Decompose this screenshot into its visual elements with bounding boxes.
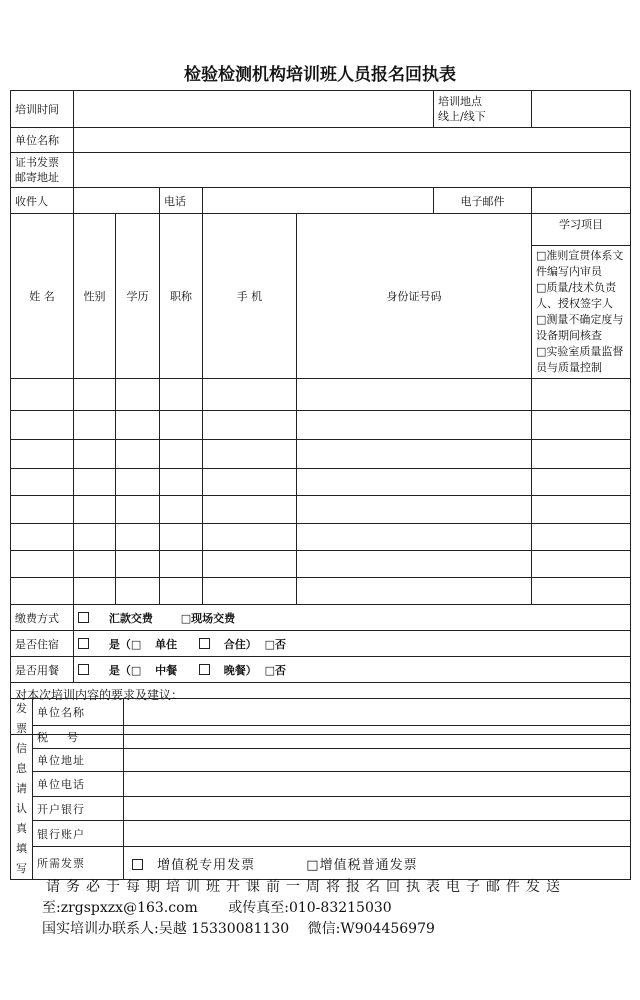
meal-dinner: 晚餐） [223,663,257,677]
checkbox[interactable] [78,612,89,623]
checkbox[interactable] [78,664,89,675]
invoice-unit-addr-field[interactable] [124,749,631,772]
mailing-address-field[interactable] [74,153,631,188]
col-education: 学历 [116,214,160,379]
checkbox[interactable] [199,638,210,649]
training-time-field[interactable] [74,91,434,128]
form-title: 检验检测机构培训班人员报名回执表 [184,65,456,85]
payment-remit: 汇款交费 [108,611,153,625]
recipient-label: 收件人 [11,188,74,214]
study-items-options [532,246,631,379]
study-option[interactable]: □准则宣贯体系文件编写内审员 [536,249,624,278]
col-id-number: 身份证号码 [297,214,532,379]
lodging-shared: 合住） [223,637,257,651]
training-time-label: 培训时间 [11,91,74,128]
invoice-account-field[interactable] [124,821,631,847]
study-option[interactable]: □实验室质量监督员与质量控制 [536,345,624,374]
footer-note [42,877,566,940]
invoice-special-option: 增值税专用发票 [157,857,256,873]
study-option[interactable]: □测量不确定度与设备期间核查 [536,313,624,342]
invoice-unit-phone-label: 单位电话 [33,772,124,797]
meal-options [74,657,631,683]
table-row [11,578,631,605]
lodging-single: 单住 [155,637,178,651]
footer-fax: 010-83215030 [288,900,392,916]
unit-name-field[interactable] [74,128,631,153]
footer-phone: 15330081130 [191,921,290,937]
invoice-type-options [124,847,631,880]
invoice-tax-no-field[interactable] [124,726,631,749]
payment-options [74,605,631,631]
footer-line-2: 至:zrgspxzx@163.com 或传真至:010-83215030 [42,900,392,916]
email-label: 电子邮件 [434,188,532,214]
checkbox[interactable] [199,664,210,675]
lodging-no[interactable]: □否 [264,637,287,651]
training-location-field[interactable] [532,91,631,128]
invoice-unit-addr-label: 单位地址 [33,749,124,772]
study-items-header: 学习项目 [532,214,631,246]
meal-yes[interactable]: 是（□ [108,663,142,677]
invoice-side-label: 发 票 信 息 请 认 真 填 写 [11,699,33,880]
footer-line-3: 国实培训办联系人:吴越 15330081130 微信:W904456979 [42,921,435,937]
suggestion-label: 对本次培训内容的要求及建议： [15,688,184,702]
col-title: 职称 [160,214,203,379]
invoice-unit-phone-field[interactable] [124,772,631,797]
invoice-table [10,698,631,880]
payment-label: 缴费方式 [11,605,74,631]
unit-name-label: 单位名称 [11,128,74,153]
invoice-needed-label: 所需发票 [33,847,124,880]
footer-email[interactable]: zrgspxzx@163.com [60,900,198,916]
table-row [11,440,631,469]
invoice-unit-name-label: 单位名称 [33,699,124,726]
col-mobile: 手 机 [203,214,297,379]
meal-no[interactable]: □否 [264,663,287,677]
footer-line-1: 请务必于每期培训班开课前一周将报名回执表电子邮件发送 [46,879,566,895]
checkbox[interactable] [132,859,143,870]
training-location-label: 培训地点 线上/线下 [434,91,532,128]
col-name: 姓 名 [11,214,74,379]
invoice-tax-no-label: 税 号 [33,726,124,749]
payment-onsite[interactable]: □现场交费 [180,611,236,625]
meal-label: 是否用餐 [11,657,74,683]
email-field[interactable] [532,188,631,214]
col-gender: 性别 [74,214,116,379]
phone-field[interactable] [203,188,434,214]
table-row [11,496,631,524]
mailing-address-label: 证书发票 邮寄地址 [11,153,74,188]
table-row [11,551,631,578]
registration-form [10,90,631,735]
table-row [11,469,631,496]
invoice-bank-label: 开户银行 [33,797,124,821]
invoice-unit-name-field[interactable] [124,699,631,726]
lodging-label: 是否住宿 [11,631,74,657]
study-option[interactable]: □质量/技术负责人、授权签字人 [536,281,617,310]
checkbox[interactable] [78,638,89,649]
table-row [11,411,631,440]
recipient-field[interactable] [74,188,160,214]
table-row [11,379,631,411]
invoice-bank-field[interactable] [124,797,631,821]
invoice-normal-option[interactable]: □增值税普通发票 [306,857,418,873]
meal-lunch: 中餐 [155,663,178,677]
footer-wechat: W904456979 [340,921,435,937]
table-row [11,524,631,551]
lodging-options [74,631,631,657]
phone-label: 电话 [160,188,203,214]
invoice-account-label: 银行账户 [33,821,124,847]
lodging-yes[interactable]: 是（□ [108,637,142,651]
